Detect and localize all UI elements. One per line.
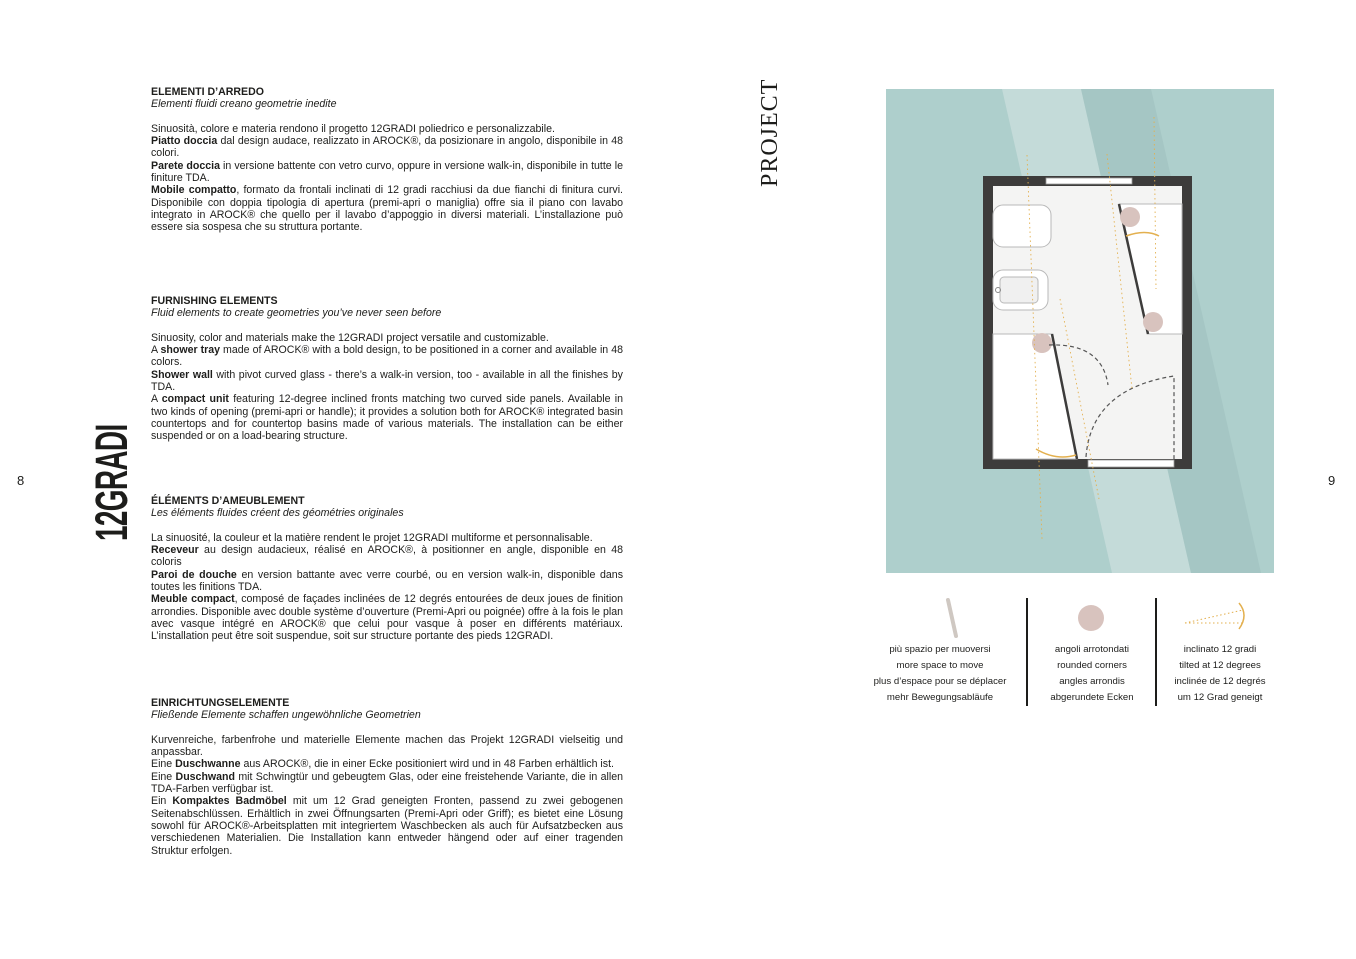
rounded-corner-dot bbox=[1143, 312, 1163, 332]
page-number-right: 9 bbox=[1328, 473, 1336, 488]
page-number-left: 8 bbox=[17, 473, 25, 488]
block-paragraph: Eine Duschwanne aus AROCK®, die in einer Ecke positioniert wird und in 48 Farben erhältlich ist. bbox=[151, 758, 614, 771]
block-title: FURNISHING ELEMENTS bbox=[151, 295, 278, 307]
block-subtitle: Elementi fluidi creano geometrie inedite bbox=[151, 98, 337, 111]
block-paragraph: Paroi de douche en version battante avec verre courbé, ou en version walk-in, disponible dans toutes les finitions TDA. bbox=[151, 568, 623, 594]
rounded-corner-dot bbox=[1032, 333, 1052, 353]
block-title: EINRICHTUNGSELEMENTE bbox=[151, 697, 290, 709]
rounded-corner-dot bbox=[1120, 207, 1140, 227]
feature-line: angoli arrotondati bbox=[1054, 644, 1130, 655]
block-paragraph: Receveur au design audacieux, réalisé en AROCK®, à positionner en angle, disponible en 48 coloris bbox=[151, 544, 623, 569]
slanted-bar-icon bbox=[873, 598, 1007, 642]
block-intro: Kurvenreiche, farbenfrohe und materielle Elemente machen das Projekt 12GRADI vielseitig und anpassbar. bbox=[151, 733, 623, 759]
feature-rounded-corners bbox=[1025, 598, 1159, 706]
block-intro: Sinuosità, colore e materia rendono il progetto 12GRADI poliedrico e personalizzabile. bbox=[151, 122, 555, 135]
text-block-french bbox=[151, 495, 623, 643]
block-intro: La sinuosité, la couleur et la matière rendent le projet 12GRADI multiforme et personnalisable. bbox=[151, 531, 593, 544]
text-block-italian bbox=[151, 86, 623, 234]
floor-plan-illustration bbox=[886, 89, 1274, 573]
block-paragraph: Piatto doccia dal design audace, realizzato in AROCK®, da posizionare in angolo, disponibile in 48 colori. bbox=[151, 135, 624, 160]
block-title: ELEMENTI D’ARREDO bbox=[151, 86, 265, 98]
feature-line: plus d’espace pour se déplacer bbox=[873, 676, 1007, 687]
rounded-corner-dot-icon bbox=[1025, 598, 1159, 642]
wc-fixture bbox=[993, 205, 1051, 247]
feature-line: mehr Bewegungsabläufe bbox=[886, 692, 994, 703]
feature-line: inclinée de 12 degrés bbox=[1174, 676, 1266, 687]
block-paragraph: Shower wall with pivot curved glass - there’s a walk-in version, too - available in all the finishes by TDA. bbox=[151, 368, 623, 394]
floor-plan-svg bbox=[886, 89, 1274, 573]
block-subtitle: Les éléments fluides créent des géométries originales bbox=[151, 507, 404, 520]
block-paragraph: Parete doccia in versione battente con vetro curvo, oppure in versione walk-in, disponibile in tutte le finiture TDA. bbox=[151, 159, 623, 185]
section-vertical-title: PROJECT bbox=[757, 78, 783, 187]
feature-line: tilted at 12 degrees bbox=[1179, 660, 1261, 671]
feature-tilted-12-degrees bbox=[1153, 598, 1287, 706]
feature-line: more space to move bbox=[896, 660, 984, 671]
brand-vertical-title: 12GRADI bbox=[86, 424, 137, 541]
feature-more-space bbox=[873, 598, 1007, 706]
block-paragraph: Ein Kompaktes Badmöbel mit um 12 Grad geneigten Fronten, passend zu zwei gebogenen Seitenabschlüssen. Erhältlich in zwei Öffnungsarten (Premi-Apri oder Griff); es bietet eine Lösung sowohl für AROCK®-Arbeitsplatten mit integriertem Waschbecken als auch für Aufsatzbecken aus verschiedenen Materialien. Die Installation kann entweder hängend oder auf einer tragenden Struktur erfolgen. bbox=[151, 795, 623, 857]
text-block-english bbox=[151, 295, 623, 443]
block-title: ÉLÉMENTS D’AMEUBLEMENT bbox=[151, 495, 305, 507]
feature-line: um 12 Grad geneigt bbox=[1177, 692, 1263, 703]
feature-line: più spazio per muoversi bbox=[889, 644, 991, 655]
text-block-german bbox=[151, 697, 623, 857]
block-paragraph: A compact unit featuring 12-degree inclined fronts matching two curved side panels. Available in two kinds of opening (premi-apri or handle); it provides a solution both for AROCK® integrated basin countertops and for countertop basins made of various materials. The installation can be either suspended or on a load-bearing structure. bbox=[151, 393, 623, 443]
block-paragraph: Mobile compatto, formato da frontali inclinati di 12 gradi racchiusi da due fianchi di finitura curvi. Disponibile con doppia tipologia di apertura (premi-apri o maniglia) offre sia il piano con lavabo integrato in AROCK® che quello per il lavabo d’appoggio in diversi materiali. L’installazione può essere sia sospesa che su struttura portante. bbox=[151, 184, 623, 234]
block-subtitle: Fluid elements to create geometries you’ve never seen before bbox=[151, 307, 442, 320]
angle-arc-icon bbox=[1153, 598, 1287, 642]
block-paragraph: Eine Duschwand mit Schwingtür und gebeugtem Glas, oder eine freistehende Variante, die in allen TDA-Farben verfügbar ist. bbox=[151, 770, 623, 796]
feature-line: inclinato 12 gradi bbox=[1183, 644, 1257, 655]
feature-line: abgerundete Ecken bbox=[1050, 692, 1134, 703]
door-opening-bottom bbox=[1088, 460, 1174, 467]
feature-line: angles arrondis bbox=[1059, 676, 1125, 687]
block-paragraph: Meuble compact, composé de façades inclinées de 12 degrés entourées de deux joues de finition arrondies. Disponible avec double système d’ouverture (Premi-Apri ou poignée) offre à la fois le plan avec vasque intégré en AROCK® que celui pour vasque à poser en différents matériaux. L’installation peut être soit suspendue, soit sur structure portante des pieds 12GRADI. bbox=[151, 593, 623, 643]
block-subtitle: Fließende Elemente schaffen ungewöhnliche Geometrien bbox=[151, 709, 421, 722]
block-intro: Sinuosity, color and materials make the 12GRADI project versatile and customizable. bbox=[151, 331, 549, 344]
feature-line: rounded corners bbox=[1057, 660, 1127, 671]
block-paragraph: A shower tray made of AROCK® with a bold design, to be positioned in a corner and available in 48 colors. bbox=[151, 344, 623, 369]
window-top bbox=[1046, 178, 1132, 184]
